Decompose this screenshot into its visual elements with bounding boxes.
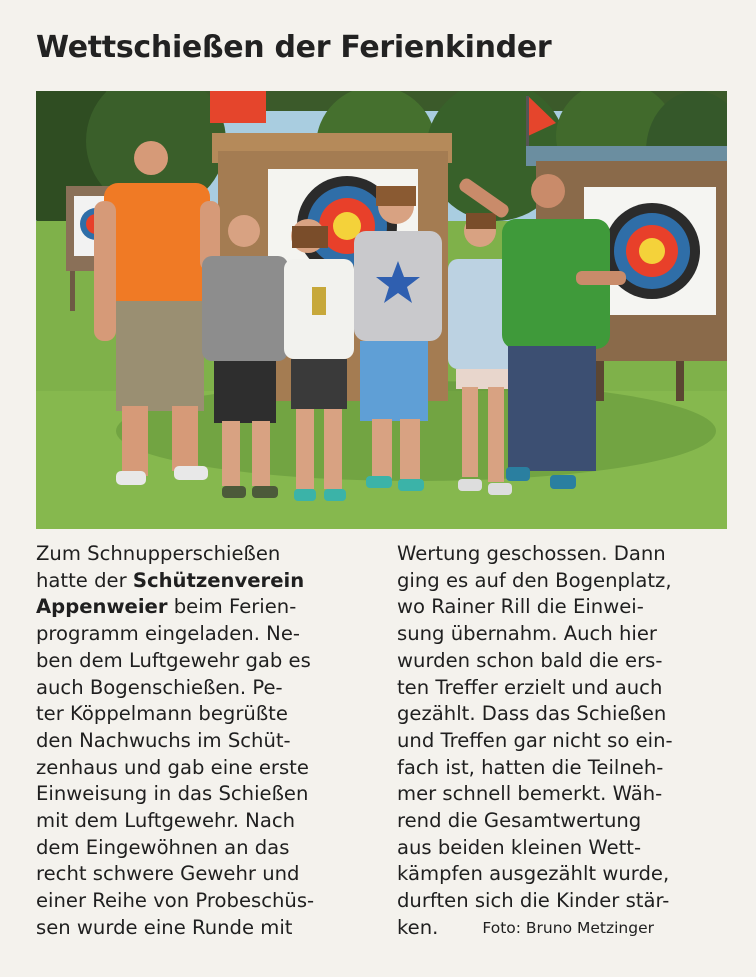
text-line: ging es auf den Bogenplatz,: [397, 568, 672, 592]
text-line: sung übernahm. Auch hier: [397, 622, 657, 646]
text-line: hatte der Schützenverein: [36, 568, 305, 592]
text-line: einer Reihe von Probeschüs-: [36, 889, 315, 913]
text-line: den Nachwuchs im Schüt-: [36, 728, 291, 752]
article-photo: [36, 91, 727, 529]
text-line: recht schwere Gewehr und: [36, 862, 300, 886]
article-column-left: [36, 541, 366, 942]
trophy: [312, 287, 326, 315]
text-line: rend die Gesamtwertung: [397, 809, 642, 833]
text-line: ten Treffer erzielt und auch: [397, 675, 663, 699]
text-line: Wertung geschossen. Dann: [397, 542, 666, 565]
text-line: sen wurde eine Runde mit: [36, 915, 293, 939]
text-line: wo Rainer Rill die Einwei-: [397, 595, 644, 619]
text-line: zenhaus und gab eine erste: [36, 755, 309, 779]
text-line: Appenweier beim Ferien-: [36, 595, 297, 619]
text-line: ter Köppelmann begrüßte: [36, 702, 288, 726]
text-line: und Treffen gar nicht so ein-: [397, 728, 673, 752]
text-line: aus beiden kleinen Wett-: [397, 835, 642, 859]
text-line: durften sich die Kinder stär-: [397, 889, 670, 913]
club-location: Appenweier: [36, 595, 168, 619]
text-line: mer schnell bemerkt. Wäh-: [397, 782, 663, 806]
article-column-right: [397, 541, 733, 942]
red-flag-left: [210, 91, 266, 123]
text-line: programm eingeladen. Ne-: [36, 622, 300, 646]
archery-group-photo: [36, 91, 727, 529]
text-line: auch Bogenschießen. Pe-: [36, 675, 283, 699]
text-line: mit dem Luftgewehr. Nach: [36, 809, 296, 833]
club-name: Schützenverein: [132, 568, 305, 592]
text-line: wurden schon bald die ers-: [397, 648, 663, 672]
article-headline: Wettschießen der Ferienkinder: [36, 30, 552, 65]
text-line: Zum Schnupperschießen: [36, 542, 281, 565]
photo-credit: Foto: Bruno Metzinger: [482, 918, 654, 937]
text-line: fach ist, hatten die Teilneh-: [397, 755, 664, 779]
text-line: kämpfen ausgezählt wurde,: [397, 862, 670, 886]
text-line: ken. Foto: Bruno Metzinger: [397, 915, 654, 939]
text-line: ben dem Luftgewehr gab es: [36, 648, 311, 672]
text-line: gezählt. Dass das Schießen: [397, 702, 667, 726]
text-line: Einweisung in das Schießen: [36, 782, 309, 806]
text-line: dem Eingewöhnen an das: [36, 835, 290, 859]
